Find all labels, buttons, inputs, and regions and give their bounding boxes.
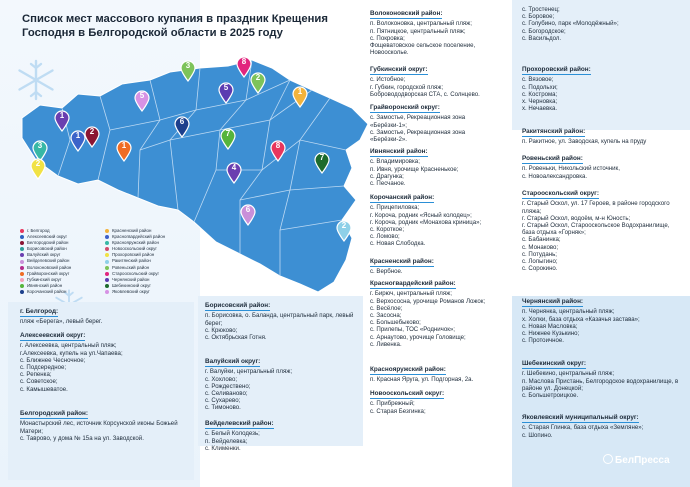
section-krasnoyaruzhsky [370,366,510,384]
section-line: х. Нечаевка. [522,105,558,113]
section-chernyansky [522,298,687,344]
section-yakovlevsky [522,414,687,439]
section-novooskolsky [370,390,510,415]
section-line: с. Драгунка; [370,172,404,180]
section-line: с. Селиваново; [205,390,248,397]
map-pin-icon [180,60,196,82]
section-line: с. Истобное; [370,76,406,84]
section-lines [20,342,190,392]
page-title: Список мест массового купания в праздник Крещения Господня в Белгородской области в 2025 году [22,13,328,39]
section-lines [205,430,355,452]
section-line: с. Хохлово; [205,375,238,383]
section-heading: г. Белгород: [20,308,59,315]
legend-label: Красногвардейский район [112,234,166,240]
map-pin-icon [218,82,234,104]
section-line: с. Репенка; [20,371,52,379]
section-heading: Прохоровский район: [522,66,591,73]
map-pin-icon [30,158,46,180]
section-line: с. Большебыково; [370,319,421,327]
map-pin-label: 2 [255,73,261,82]
section-lines [370,268,510,275]
section-lines [522,200,682,272]
map-pin-icon [314,152,330,174]
legend-label: Губкинский округ [27,276,62,282]
legend-swatch [105,290,109,294]
section-line: г. Старый Оскол, ул. 17 Героев, в районе городского пляжа; [522,200,670,215]
legend-label: Белгородский район [27,240,69,246]
section-line: г. Старый Оскол, Старооскольское Водохранилище, база отдыха «Горняк»; [522,222,670,237]
map-pin-icon [336,220,352,242]
section-lines [205,312,355,341]
map-pin-label: 7 [225,129,231,138]
legend-swatch [105,266,109,270]
section-line: с. Октябрьская Готня. [205,334,267,341]
legend-label: Шебекинский округ [112,282,151,288]
logo-text: БелПресса [615,455,670,466]
section-heading: Чернянский район: [522,298,584,305]
section-line: с. Ближнее Чесночное; [20,356,86,364]
section-valuysky [205,358,355,412]
section-line: с. Песчаное. [370,180,406,187]
map-pin-label: 7 [319,153,325,162]
map-pin-label: 5 [223,83,229,92]
section-line: г. Короча, родник «Монахова криница»; [370,218,482,226]
section-line: с. Засосна; [370,312,402,319]
section-lines [370,20,510,56]
section-heading: Корочанский район: [370,194,435,201]
legend-swatch [20,284,24,288]
section-heading: Валуйский округ: [205,358,261,365]
section-line: с. Владимировка; [370,158,420,166]
section-heading: Ракитянский район: [522,128,586,135]
section-rovensky [522,155,687,180]
legend-label: Борисовский район [27,246,67,252]
section-line: п. Борисовка, о. Баланда, центральный парк, левый берег; [205,312,354,327]
section-line: п. Красная Яруга, ул. Подгорная, 2а. [370,376,474,384]
map-pin-label: 1 [297,87,303,96]
map-pin-icon [240,204,256,226]
section-shebekinsky [522,360,682,399]
section-line: х. Холки, база отдыха «Казачья застава»; [522,315,640,323]
map-pin-label: 6 [179,117,185,126]
section-belgorod [20,308,190,326]
section-line: п. Волоконовка, центральный пляж; [370,20,472,28]
section-line: х. Черновка; [522,98,558,105]
section-lines [20,420,185,442]
legend-label: Новооскольский округ [112,246,157,252]
legend-label: Краснояружский район [112,240,159,246]
section-novooskolsky-cont [522,6,682,42]
legend-label: Валуйский округ [27,252,61,258]
section-heading: Ивнянский район: [370,148,428,155]
map-pin-icon [116,140,132,162]
legend-label: Корочанский район [27,288,67,294]
section-heading: Борисовский район: [205,302,271,309]
section-line: с. Тростенец; [522,6,560,13]
section-line: с. Прилепы, ТОС «Родничок»; [370,326,455,334]
legend-label: Алексеевский округ [27,234,68,240]
legend-swatch [105,253,109,257]
section-line: с. Тимоново. [205,404,241,412]
legend-swatch [20,247,24,251]
section-heading: Новооскольский округ: [370,390,445,397]
legend-label: Волоконовский район [27,264,72,270]
map-pin-label: 1 [121,141,127,150]
section-lines [20,318,190,325]
section-line: п. Чернянка, центральный пляж; [522,308,615,316]
section-lines [522,424,687,438]
section-line: с. Вербное. [370,268,403,276]
map-pin-icon [54,110,70,132]
section-lines [522,6,682,42]
section-line: с. Подольхи; [522,83,558,91]
section-heading: Шебекинский округ: [522,360,587,367]
legend-item [105,289,190,295]
legend-swatch [20,278,24,282]
legend-label: Грайворонский округ [27,270,70,276]
section-lines [370,400,510,414]
section-line: с. Шопино. [522,431,553,439]
section-line: с. Старая Глинка, база отдыха «Земляне»; [522,424,644,432]
section-line: с. Бабанинка; [522,236,561,244]
map-pin-label: 1 [59,111,65,120]
map-pin-label: 2 [35,159,41,168]
section-line: с. Потудань; [522,250,557,258]
legend-label: г. Белгород [27,228,50,233]
section-heading: Грайворонский округ: [370,104,440,111]
section-heading: Краснояружский район: [370,366,446,373]
section-ivnyansky [370,148,510,187]
map-pin-label: 3 [185,61,191,70]
section-heading: Красненский район: [370,258,434,265]
section-line: с. Замостье, Рекреационная зона [370,114,466,122]
section-line: с. Голубино, парк «Молодёжный»; [522,20,619,28]
section-heading: Старооскольский округ: [522,190,599,197]
legend-swatch [105,284,109,288]
legend-label: Вейделевский район [27,258,70,264]
section-korochansky [370,194,510,248]
section-line: с. Сорокино. [522,265,558,273]
section-lines [370,290,510,348]
section-heading: Красногвардейский район: [370,280,456,287]
section-line: п. Вейделевка; [205,437,248,445]
section-line: г. Алексеевка, центральный пляж; [20,342,117,350]
section-lines [522,370,682,399]
legend-swatch [105,260,109,264]
section-line: Новоосколье. [370,49,409,57]
section-borisovsky [205,302,355,341]
section-line: с. Новоалександровка. [522,172,588,180]
section-line: с. Верхососна, урочище Романов Ложок; [370,297,486,305]
section-line: с. Старая Безгинка; [370,407,426,415]
legend-swatch [105,272,109,276]
section-line: с. Арнаутово, урочище Головище; [370,333,466,341]
legend-swatch [105,247,109,251]
legend-item [20,289,105,295]
section-belgorodsky [20,410,185,442]
section-line: г. Бирюч, центральный пляж; [370,290,452,298]
section-line: с. Протоичное. [522,337,564,345]
section-heading: Вейделевский район: [205,420,274,427]
section-lines [205,368,355,411]
section-gubkinsky [370,66,510,98]
section-line: с. Ломово; [370,233,400,241]
section-grayvoronsky [370,104,510,143]
section-line: г. Шебекино, центральный пляж; [522,370,615,378]
map-pin-label: 3 [37,141,43,150]
legend-label: Чернянский район [112,276,150,282]
section-lines [370,76,510,98]
legend-swatch [20,272,24,276]
section-lines [522,308,687,344]
map-pin-icon [84,126,100,148]
section-line: с. Таврово, у дома № 15а на ул. Заводской. [20,434,144,442]
section-line: пляж «Берега», левый берег. [20,318,103,326]
section-alekseevsky [20,332,190,393]
brand-logo [603,454,670,466]
section-veydelevsky [205,420,355,452]
legend-swatch [105,278,109,282]
section-lines [522,138,687,145]
legend-swatch [105,235,109,239]
legend-swatch [20,260,24,264]
section-volokonovsky [370,10,510,56]
section-line: п. Пятницкое, центральный пляж; [370,27,466,35]
section-heading: Белгородский район: [20,410,89,417]
section-line: с. Кострома; [522,90,558,98]
section-line: г.Алексеевка, купель на ул.Чапаева; [20,349,123,357]
map-pin-icon [226,162,242,184]
section-line: с. Замостье, Рекреационная зона [370,128,466,136]
section-line: с. Монаково; [522,243,559,251]
section-heading: Ровеньский район: [522,155,583,162]
section-line: с. Нижнее Кузькино; [522,330,580,337]
legend-label: Старооскольский округ [112,270,160,276]
legend-swatch [20,229,24,233]
section-line: с. Новая Масловка; [522,322,578,330]
section-rakityansky [522,128,687,146]
legend-swatch [20,266,24,270]
section-line: Монастырский лес, источник Корсунской иконы Божьей Матери; [20,420,178,435]
section-line: «Берёзки-2». [370,136,407,143]
section-line: с. Советское; [20,378,58,386]
legend-label: Яковлевский округ [112,288,150,294]
section-line: с. Камышеватое. [20,385,68,393]
section-krasnensky [370,258,510,276]
section-lines [370,204,510,247]
section-line: с. Новая Слободка. [370,240,426,248]
section-line: г. Валуйки, центральный пляж; [205,368,293,376]
section-line: с. Крюково; [205,326,238,334]
section-starooskolsky [522,190,682,272]
legend-label: Ровеньский район [112,264,150,270]
legend-swatch [105,241,109,245]
legend-label: Прохоровский район [112,252,155,258]
section-line: с. Большетроицкое. [522,392,579,399]
map-pin-icon [270,140,286,162]
section-line: п. Ивня, урочище Красненькое; [370,165,459,173]
section-line: п. Ровеньки, Никольский источник, [522,165,620,173]
section-line: г. Старый Оскол, водоём, м-н Юность; [522,214,631,222]
legend-swatch [20,235,24,239]
section-line: с. Подсередное; [20,364,67,371]
section-prokhorovsky [522,66,682,112]
section-lines [370,376,510,383]
section-line: с. Прицепиловка; [370,204,420,212]
section-lines [370,114,510,143]
section-line: с. Белый Колодезь; [205,430,260,438]
map-pin-icon [174,116,190,138]
map-pin-label: 2 [341,221,347,230]
map-pin-label: 4 [231,163,237,172]
map-pin-label: 5 [139,91,145,100]
map-pin-label: 6 [245,205,251,214]
map-pin-icon [292,86,308,108]
section-line: г. Короча, родник «Ясный колодец»; [370,211,472,219]
legend-label: Ивнянский район [27,282,63,288]
map-pin-label: 1 [75,131,81,140]
section-line: с. Лопыгино; [522,258,558,266]
section-lines [522,165,687,179]
logo-mark-icon [603,454,613,464]
map-pin-label: 2 [89,127,95,136]
section-lines [370,158,510,187]
map-pin-label: 8 [241,57,247,66]
section-line: п. Ракитное, ул. Заводская, купель на пруду [522,138,647,146]
legend-swatch [105,229,109,233]
section-line: с. Богородское; [522,27,566,35]
legend-label: Ракитянский район [112,258,151,264]
section-line: с. Ливенка. [370,340,402,348]
section-line: с. Прибрежный; [370,400,415,408]
map-pin-icon [220,128,236,150]
section-line: «Берёзки-1»; [370,121,407,129]
section-line: п. Маслова Пристань, Белгородское водохранилище, в районе ул. Донецкой; [522,377,679,392]
section-line: с. Васильдол. [522,34,562,42]
map-pin-icon [250,72,266,94]
section-line: с. Покровка; [370,34,405,42]
section-line: Фощеватовское сельское поселение, [370,42,476,49]
legend-swatch [20,290,24,294]
section-line: с. Боровое; [522,13,555,21]
section-line: с. Вязовое; [522,76,554,84]
legend-swatch [20,253,24,257]
section-line: Бобровододворская СТА, с. Солнцево. [370,90,480,98]
section-line: с. Клименки. [205,444,241,452]
section-lines [522,76,682,112]
section-krasnogvardeysky [370,280,510,348]
section-line: г. Губкин, городской пляж; [370,83,444,91]
section-line: с. Весёлое; [370,304,403,312]
legend-swatch [20,241,24,245]
map-pin-label: 8 [275,141,281,150]
section-heading: Губкинский округ: [370,66,428,73]
section-line: с. Короткое; [370,226,405,233]
section-line: с. Сухарево; [205,397,241,405]
section-heading: Волоконовский район: [370,10,443,17]
map-pin-icon [134,90,150,112]
map-pin-icon [236,56,252,78]
map-legend [20,228,190,295]
section-heading: Яковлевский муниципальный округ: [522,414,639,421]
section-heading: Алексеевский округ: [20,332,86,339]
section-line: с. Рождествено; [205,382,251,390]
legend-label: Красненский район [112,228,152,233]
